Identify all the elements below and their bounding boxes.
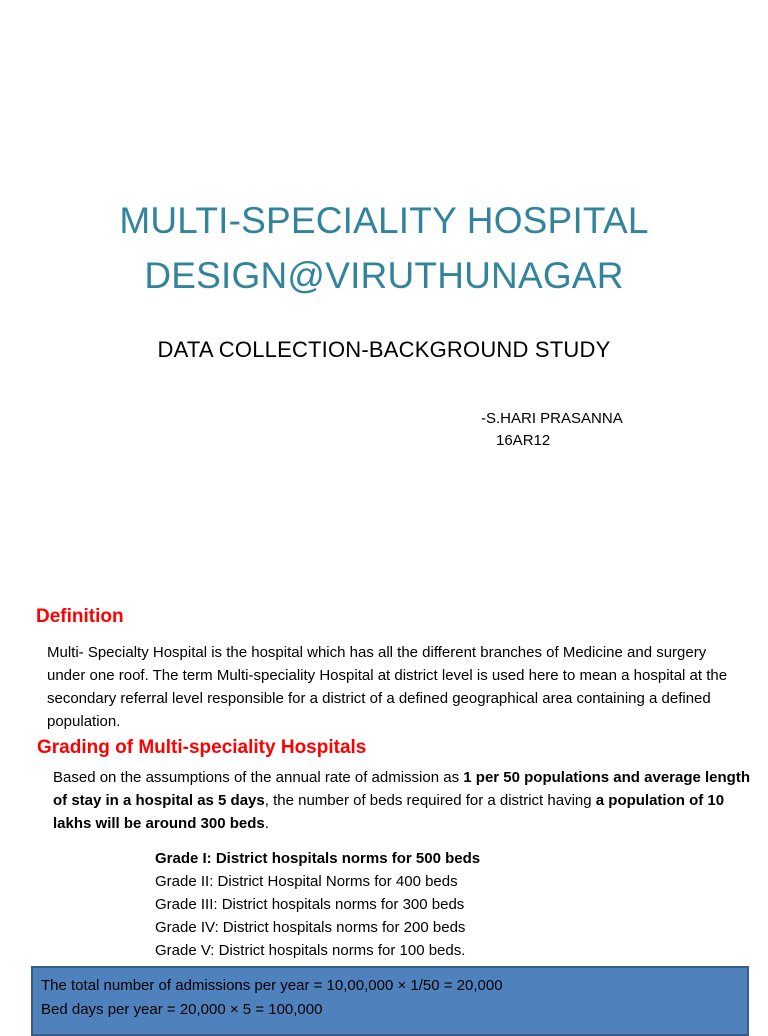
grade-item: Grade V: District hospitals norms for 100 beds. (155, 942, 466, 959)
roll-number: 16AR12 (496, 432, 551, 449)
title-line-2: DESIGN@VIRUTHUNAGAR (144, 255, 624, 296)
grading-text-part-3: . (264, 815, 269, 832)
grading-text-part-2: , the number of beds required for a district having (264, 792, 596, 809)
slide-definition (0, 576, 768, 1024)
grading-text-bold-2: a population of 10 lakhs will be around 300 beds (53, 792, 725, 832)
grade-item: Grade IV: District hospitals norms for 200 beds (155, 919, 466, 936)
calculation-line: Bed days per year = 20,000 × 5 = 100,000 (41, 1001, 323, 1018)
grading-text-part-1: Based on the assumptions of the annual rate of admission as (53, 769, 464, 786)
author-name: -S.HARI PRASANNA (481, 410, 623, 427)
grading-heading: Grading of Multi-speciality Hospitals (37, 737, 367, 758)
grade-item: Grade I: District hospitals norms for 500 beds (155, 850, 481, 867)
presentation-title (0, 193, 768, 303)
grading-text-bold-1: 1 per 50 populations and average length of stay in a hospital as 5 days (53, 769, 751, 809)
grading-text (53, 766, 753, 835)
definition-heading: Definition (36, 606, 124, 627)
presentation-subtitle: DATA COLLECTION-BACKGROUND STUDY (157, 337, 611, 362)
author-block (481, 408, 623, 452)
grade-item: Grade III: District hospitals norms for 300 beds (155, 896, 465, 913)
title-line-1: MULTI-SPECIALITY HOSPITAL (119, 200, 649, 241)
calculation-line: The total number of admissions per year = 10,00,000 × 1/50 = 20,000 (41, 977, 503, 994)
calculation-box (31, 966, 749, 1036)
grade-list (155, 847, 480, 962)
grade-item: Grade II: District Hospital Norms for 400 beds (155, 873, 458, 890)
definition-text: Multi- Specialty Hospital is the hospital which has all the different branches of Medicine and surgery under one roof. The term Multi-speciality Hospital at district level is used here to mean a hospital at the secondary referral level responsible for a district of a defined geographical area containing a defined population. (47, 644, 728, 730)
